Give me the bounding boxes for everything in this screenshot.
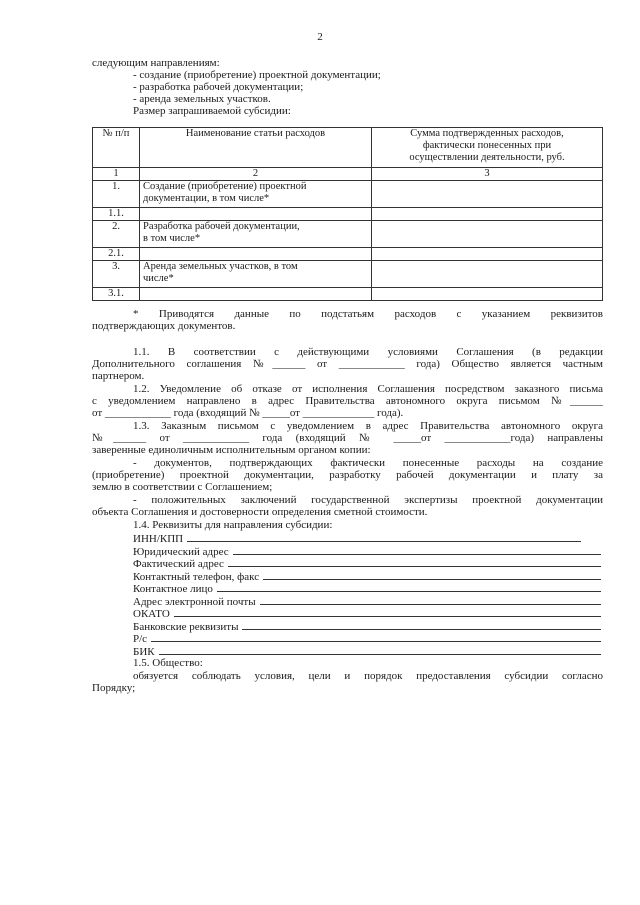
header-sum-line: Сумма подтвержденных расходов,: [410, 128, 564, 139]
paragraph-1-3-bullet: - документов, подтверждающих фактически понесенные расходы на создание: [133, 457, 603, 469]
header-sum-line: осуществлении деятельности, руб.: [409, 152, 565, 163]
field-inn-kpp: [133, 532, 581, 545]
field-label: Банковские реквизиты: [133, 621, 239, 633]
row-num: 2.: [93, 221, 140, 248]
paragraph-1-5: обязуется соблюдать условия, цели и порядок предоставления субсидии согласно: [133, 670, 603, 682]
field-blank-line: [187, 532, 581, 542]
table-index-row: [93, 168, 603, 181]
intro-line: следующим направлениям:: [92, 57, 220, 69]
field-account: [133, 632, 601, 645]
row-name: [140, 248, 372, 261]
row-sum: [372, 181, 603, 208]
paragraph-1-3: №______ от ____________ года (входящий № _____от ____________года) направлены: [92, 432, 603, 444]
subsidy-amount-label: Размер запрашиваемой субсидии:: [133, 105, 291, 117]
field-label: Контактное лицо: [133, 583, 213, 595]
field-label: Контактный телефон, факс: [133, 571, 260, 583]
field-blank-line: [151, 632, 601, 642]
row-name: [140, 261, 372, 288]
index-cell: 3: [372, 168, 603, 181]
table-row: [93, 181, 603, 208]
field-blank-line: [228, 557, 601, 567]
row-sum: [372, 261, 603, 288]
header-num: № п/п: [93, 128, 140, 168]
field-label: ИНН/КПП: [133, 533, 184, 545]
paragraph-1-2: 1.2. Уведомление об отказе от исполнения Соглашения посредством заказного письма: [133, 383, 603, 395]
field-okato: [133, 607, 601, 620]
row-sum: [372, 208, 603, 221]
table-row: [93, 288, 603, 301]
header-name: Наименование статьи расходов: [140, 128, 372, 168]
field-blank-line: [260, 595, 601, 605]
field-blank-line: [233, 545, 601, 555]
field-bik: [133, 645, 601, 658]
field-blank-line: [174, 607, 601, 617]
field-blank-line: [217, 582, 601, 592]
intro-item: - разработка рабочей документации;: [133, 81, 304, 93]
requisites-title: 1.4. Реквизиты для направления субсидии:: [133, 519, 333, 531]
row-sum: [372, 288, 603, 301]
row-name-line: в том числе*: [143, 233, 201, 244]
paragraph-1-1: 1.1. В соответствии с действующими условиями Соглашения (в редакции: [133, 346, 603, 358]
row-name-line: документации, в том числе*: [143, 193, 270, 204]
field-label: БИК: [133, 646, 155, 658]
intro-item: - аренда земельных участков.: [133, 93, 271, 105]
footnote-text: подтверждающих документов.: [92, 320, 236, 332]
footnote-text: * Приводятся данные по подстатьям расходов с указанием реквизитов: [133, 308, 603, 320]
row-name-line: числе*: [143, 273, 174, 284]
paragraph-1-5-title: 1.5. Общество:: [133, 657, 203, 669]
paragraph-1-1: Дополнительного соглашения №______ от ____________ года) Общество является частным: [92, 358, 603, 370]
row-num: 2.1.: [93, 248, 140, 261]
intro-item: - создание (приобретение) проектной документации;: [133, 69, 381, 81]
row-num: 3.: [93, 261, 140, 288]
paragraph-1-3: заверенные единоличным исполнительным органом копии:: [92, 444, 371, 456]
row-name: [140, 208, 372, 221]
row-name-line: Аренда земельных участков, в том: [143, 261, 298, 272]
paragraph-1-3-bullet: - положительных заключений государственной экспертизы проектной документации: [133, 494, 603, 506]
row-num: 1.: [93, 181, 140, 208]
page-number: 2: [317, 31, 323, 43]
field-blank-line: [242, 620, 601, 630]
field-contact-person: [133, 582, 601, 595]
paragraph-1-2: с уведомлением направлено в адрес Правительства автономного округа письмом №______: [92, 395, 603, 407]
row-name-line: Создание (приобретение) проектной: [143, 181, 307, 192]
row-name: [140, 221, 372, 248]
row-num: 1.1.: [93, 208, 140, 221]
table-header-row: [93, 128, 603, 168]
paragraph-1-3-bullet: объекта Соглашения и достоверности определения сметной стоимости.: [92, 506, 428, 518]
expenses-table: [92, 127, 603, 301]
paragraph-1-3-bullet: (приобретение) проектной документации, разработку рабочей документации и плату за: [92, 469, 603, 481]
field-label: ОКАТО: [133, 608, 170, 620]
field-label: Юридический адрес: [133, 546, 229, 558]
header-sum-line: фактически понесенных при: [422, 140, 552, 151]
index-cell: 1: [93, 168, 140, 181]
row-sum: [372, 248, 603, 261]
table-row: [93, 248, 603, 261]
row-sum: [372, 221, 603, 248]
field-label: Р/с: [133, 633, 148, 645]
row-name: [140, 181, 372, 208]
row-name-line: Разработка рабочей документации,: [143, 221, 300, 232]
header-sum: [372, 128, 603, 168]
field-label: Адрес электронной почты: [133, 596, 256, 608]
paragraph-1-3-bullet: землю в соответствии с Соглашением;: [92, 481, 273, 493]
table-row: [93, 221, 603, 248]
field-blank-line: [263, 570, 601, 580]
index-cell: 2: [140, 168, 372, 181]
table-row: [93, 261, 603, 288]
field-blank-line: [159, 645, 601, 655]
paragraph-1-2: от ____________ года (входящий № _____от _____________ года).: [92, 407, 404, 419]
row-num: 3.1.: [93, 288, 140, 301]
paragraph-1-3: 1.3. Заказным письмом с уведомлением в адрес Правительства автономного округа: [133, 420, 603, 432]
paragraph-1-5: Порядку;: [92, 682, 136, 694]
paragraph-1-1: партнером.: [92, 370, 145, 382]
table-row: [93, 208, 603, 221]
row-name: [140, 288, 372, 301]
field-actual-address: [133, 557, 601, 570]
field-label: Фактический адрес: [133, 558, 224, 570]
